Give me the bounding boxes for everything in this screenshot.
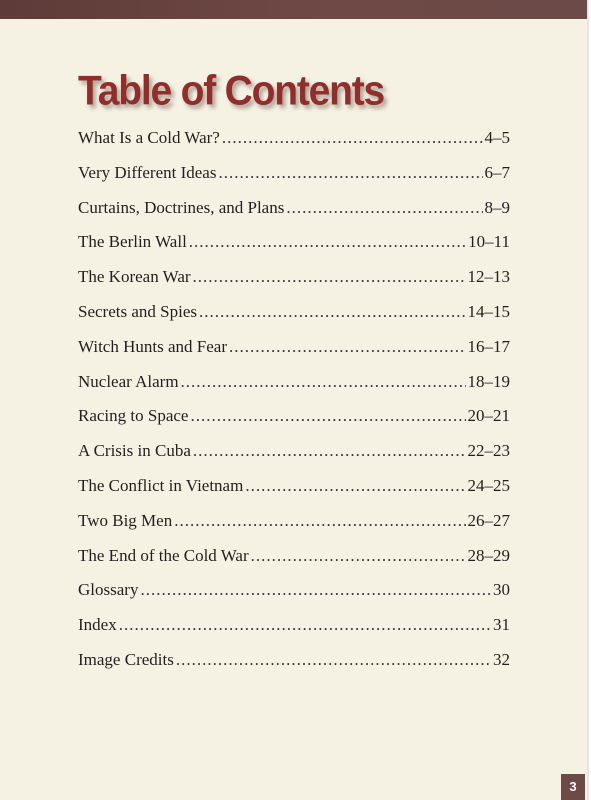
toc-entry xyxy=(78,337,510,372)
toc-entry-title: The Conflict in Vietnam xyxy=(78,475,244,495)
toc-entry xyxy=(78,128,510,163)
toc-entry xyxy=(78,546,510,581)
toc-entry xyxy=(78,441,510,476)
toc-entry-pages: 10–11 xyxy=(468,232,510,252)
toc-dot-leader xyxy=(190,406,465,426)
toc-dot-leader xyxy=(218,163,482,183)
toc-entry-pages: 8–9 xyxy=(484,197,510,217)
toc-entry-pages: 6–7 xyxy=(484,162,510,182)
toc-entry xyxy=(78,406,510,441)
toc-dot-leader xyxy=(181,372,466,392)
toc-dot-leader xyxy=(119,615,491,635)
top-color-band xyxy=(0,0,587,19)
toc-entry-title: The Berlin Wall xyxy=(78,232,187,252)
toc-entry-pages: 4–5 xyxy=(484,128,510,147)
toc-dot-leader xyxy=(189,232,466,252)
toc-entry xyxy=(78,198,510,233)
toc-dot-leader xyxy=(176,650,491,670)
toc-entry-pages: 28–29 xyxy=(467,545,510,565)
toc-dot-leader xyxy=(174,511,465,531)
toc-entry-pages: 14–15 xyxy=(467,301,510,321)
toc-entry-title: Racing to Space xyxy=(78,406,189,426)
toc-dot-leader xyxy=(193,441,466,461)
toc-entry-pages: 22–23 xyxy=(467,441,510,461)
toc-entry-pages: 24–25 xyxy=(467,475,510,495)
toc-dot-leader xyxy=(140,580,491,600)
toc-entry-title: Secrets and Spies xyxy=(78,301,197,321)
toc-dot-leader xyxy=(245,476,465,496)
toc-entry-pages: 20–21 xyxy=(467,406,510,426)
toc-entry-title: Nuclear Alarm xyxy=(78,371,179,391)
toc-dot-leader xyxy=(229,337,466,357)
toc-entry xyxy=(78,372,510,407)
toc-entry-title: Curtains, Doctrines, and Plans xyxy=(78,197,285,217)
toc-dot-leader xyxy=(199,302,466,322)
toc-entry-pages: 32 xyxy=(493,649,510,669)
toc-entry xyxy=(78,232,510,267)
toc-entry-title: Image Credits xyxy=(78,649,174,669)
toc-entry-pages: 12–13 xyxy=(467,267,510,287)
toc-dot-leader xyxy=(251,546,466,566)
page-number-badge: 3 xyxy=(561,774,585,800)
toc-entry xyxy=(78,163,510,198)
toc-entry-title: Glossary xyxy=(78,580,139,600)
toc-entry-title: Very Different Ideas xyxy=(78,162,217,182)
toc-entry xyxy=(78,650,510,685)
toc-entry xyxy=(78,580,510,615)
toc-entry xyxy=(78,476,510,511)
toc-entry xyxy=(78,615,510,650)
toc-list xyxy=(78,128,510,685)
toc-entry-pages: 30 xyxy=(493,580,510,600)
toc-entry-title: Index xyxy=(78,615,117,635)
toc-entry-pages: 18–19 xyxy=(467,371,510,391)
toc-entry xyxy=(78,511,510,546)
toc-entry-pages: 31 xyxy=(493,615,510,635)
toc-dot-leader xyxy=(222,128,483,148)
toc-entry-title: Witch Hunts and Fear xyxy=(78,336,227,356)
toc-entry xyxy=(78,302,510,337)
toc-entry-title: The Korean War xyxy=(78,267,191,287)
toc-entry xyxy=(78,267,510,302)
toc-dot-leader xyxy=(193,267,466,287)
toc-entry-title: A Crisis in Cuba xyxy=(78,441,191,461)
toc-entry-pages: 16–17 xyxy=(467,336,510,356)
page-title: Table of Contents xyxy=(78,67,385,115)
toc-entry-pages: 26–27 xyxy=(467,510,510,530)
toc-entry-title: Two Big Men xyxy=(78,510,173,530)
toc-entry-title: The End of the Cold War xyxy=(78,545,249,565)
toc-dot-leader xyxy=(286,198,482,218)
toc-entry-title: What Is a Cold War? xyxy=(78,128,220,147)
